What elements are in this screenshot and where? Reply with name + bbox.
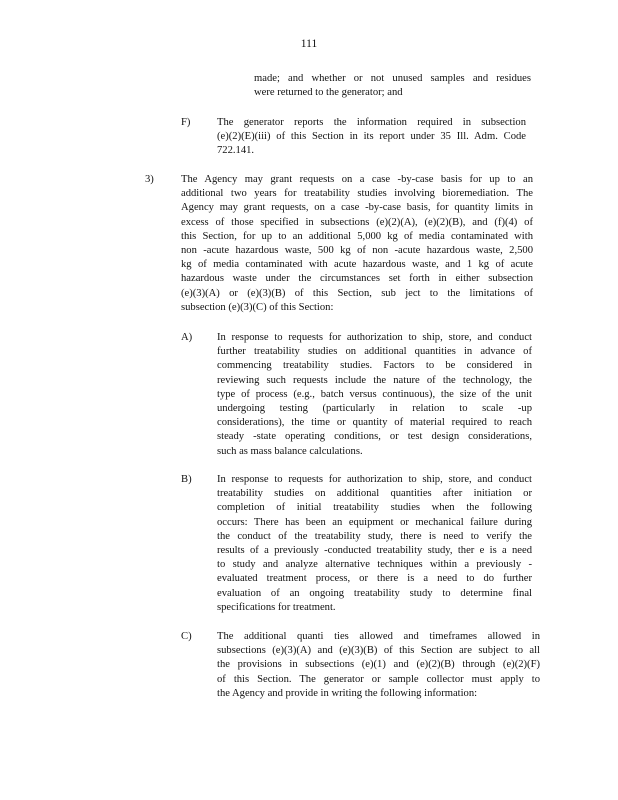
paragraph-line: such as mass balance calculations.: [217, 445, 363, 457]
item-label-c: C): [181, 631, 192, 642]
item-label-a: A): [181, 332, 193, 343]
paragraph-line: (e)(3)(A) or (e)(3)(B) of this Section, sub ject to the limitations of: [181, 287, 533, 299]
paragraph-line: were returned to the generator; and: [254, 87, 403, 99]
item-c-paragraph: [217, 630, 540, 701]
paragraph-line: results of a previously -conducted treatability study, ther e is a need: [217, 545, 532, 557]
paragraph-line: the conduct of the treatability study, there is need to verify the: [217, 530, 532, 542]
paragraph-line: treatability studies on additional quantities after initiation or: [217, 488, 532, 500]
paragraph-line: excess of those specified in subsections (e)(2)(A), (e)(2)(B), and (f)(4) of: [181, 216, 533, 228]
paragraph-line: specifications for treatment.: [217, 601, 336, 613]
paragraph-line: (e)(2)(E)(iii) of this Section in its report under 35 Ill. Adm. Code: [217, 131, 526, 143]
item-a-paragraph: [217, 331, 532, 459]
paragraph-line: commencing treatability studies. Factors to be considered in: [217, 360, 532, 372]
paragraph-line: 722.141.: [217, 145, 255, 157]
paragraph-line: of this Section. The generator or sample collector must apply to: [217, 673, 540, 685]
paragraph-line: the provisions in subsections (e)(1) and (e)(2)(B) through (e)(2)(F): [217, 659, 540, 671]
paragraph-line: this Section, for up to an additional 5,000 kg of media contaminated with: [181, 230, 533, 242]
paragraph-line: completion of initial treatability studies when the following: [217, 502, 532, 514]
paragraph-line: The additional quanti ties allowed and timeframes allowed in: [217, 631, 540, 642]
paragraph-line: made; and whether or not unused samples and residues: [254, 73, 531, 84]
paragraph-line: The generator reports the information required in subsection: [217, 117, 526, 128]
paragraph-line: In response to requests for authorization to ship, store, and conduct: [217, 332, 532, 343]
item-3-paragraph: [181, 173, 533, 315]
paragraph-line: evaluation of an ongoing treatability study to determine final: [217, 587, 532, 599]
item-label-b: B): [181, 474, 192, 485]
paragraph-line: reviewing such requests include the nature of the technology, the: [217, 374, 532, 386]
paragraph-line: subsection (e)(3)(C) of this Section:: [181, 301, 334, 313]
paragraph-line: additional two years for treatability studies involving bioremediation. The: [181, 188, 533, 200]
paragraph-line: subsections (e)(3)(A) and (e)(3)(B) of this Section are subject to all: [217, 645, 540, 657]
item-label-f: F): [181, 117, 191, 128]
paragraph-line: steady -state operating conditions, or test design considerations,: [217, 431, 532, 443]
paragraph-line: evaluated treatment process, or there is a need to do further: [217, 573, 532, 585]
paragraph-line: the Agency and provide in writing the following information:: [217, 687, 478, 699]
paragraph-line: non -acute hazardous waste, 500 kg of non -acute hazardous waste, 2,500: [181, 245, 533, 257]
paragraph-line: further treatability studies on additional quantities in advance of: [217, 346, 532, 358]
paragraph-line: to study and analyze alternative techniques within a previously -: [217, 559, 532, 571]
paragraph-line: kg of media contaminated with acute hazardous waste, and 1 kg of acute: [181, 259, 533, 271]
paragraph-line: undergoing testing (particularly in relation to scale -up: [217, 403, 532, 415]
paragraph-line: hazardous waste under the circumstances set forth in either subsection: [181, 273, 533, 285]
paragraph-line: occurs: There has been an equipment or mechanical failure during: [217, 516, 532, 528]
paragraph-line: In response to requests for authorization to ship, store, and conduct: [217, 474, 532, 485]
item-f-paragraph: [217, 116, 526, 159]
paragraph-line: considerations), the time or quantity of material required to reach: [217, 417, 532, 429]
paragraph-line: type of process (e.g., batch versus continuous), the size of the unit: [217, 388, 532, 400]
continuation-paragraph: [254, 72, 531, 100]
paragraph-line: The Agency may grant requests on a case -by-case basis for up to an: [181, 174, 533, 185]
item-label-3: 3): [145, 174, 154, 185]
item-b-paragraph: [217, 473, 532, 615]
paragraph-line: Agency may grant requests, on a case -by-case basis, for quantity limits in: [181, 202, 533, 214]
page-number: 111: [300, 38, 318, 50]
